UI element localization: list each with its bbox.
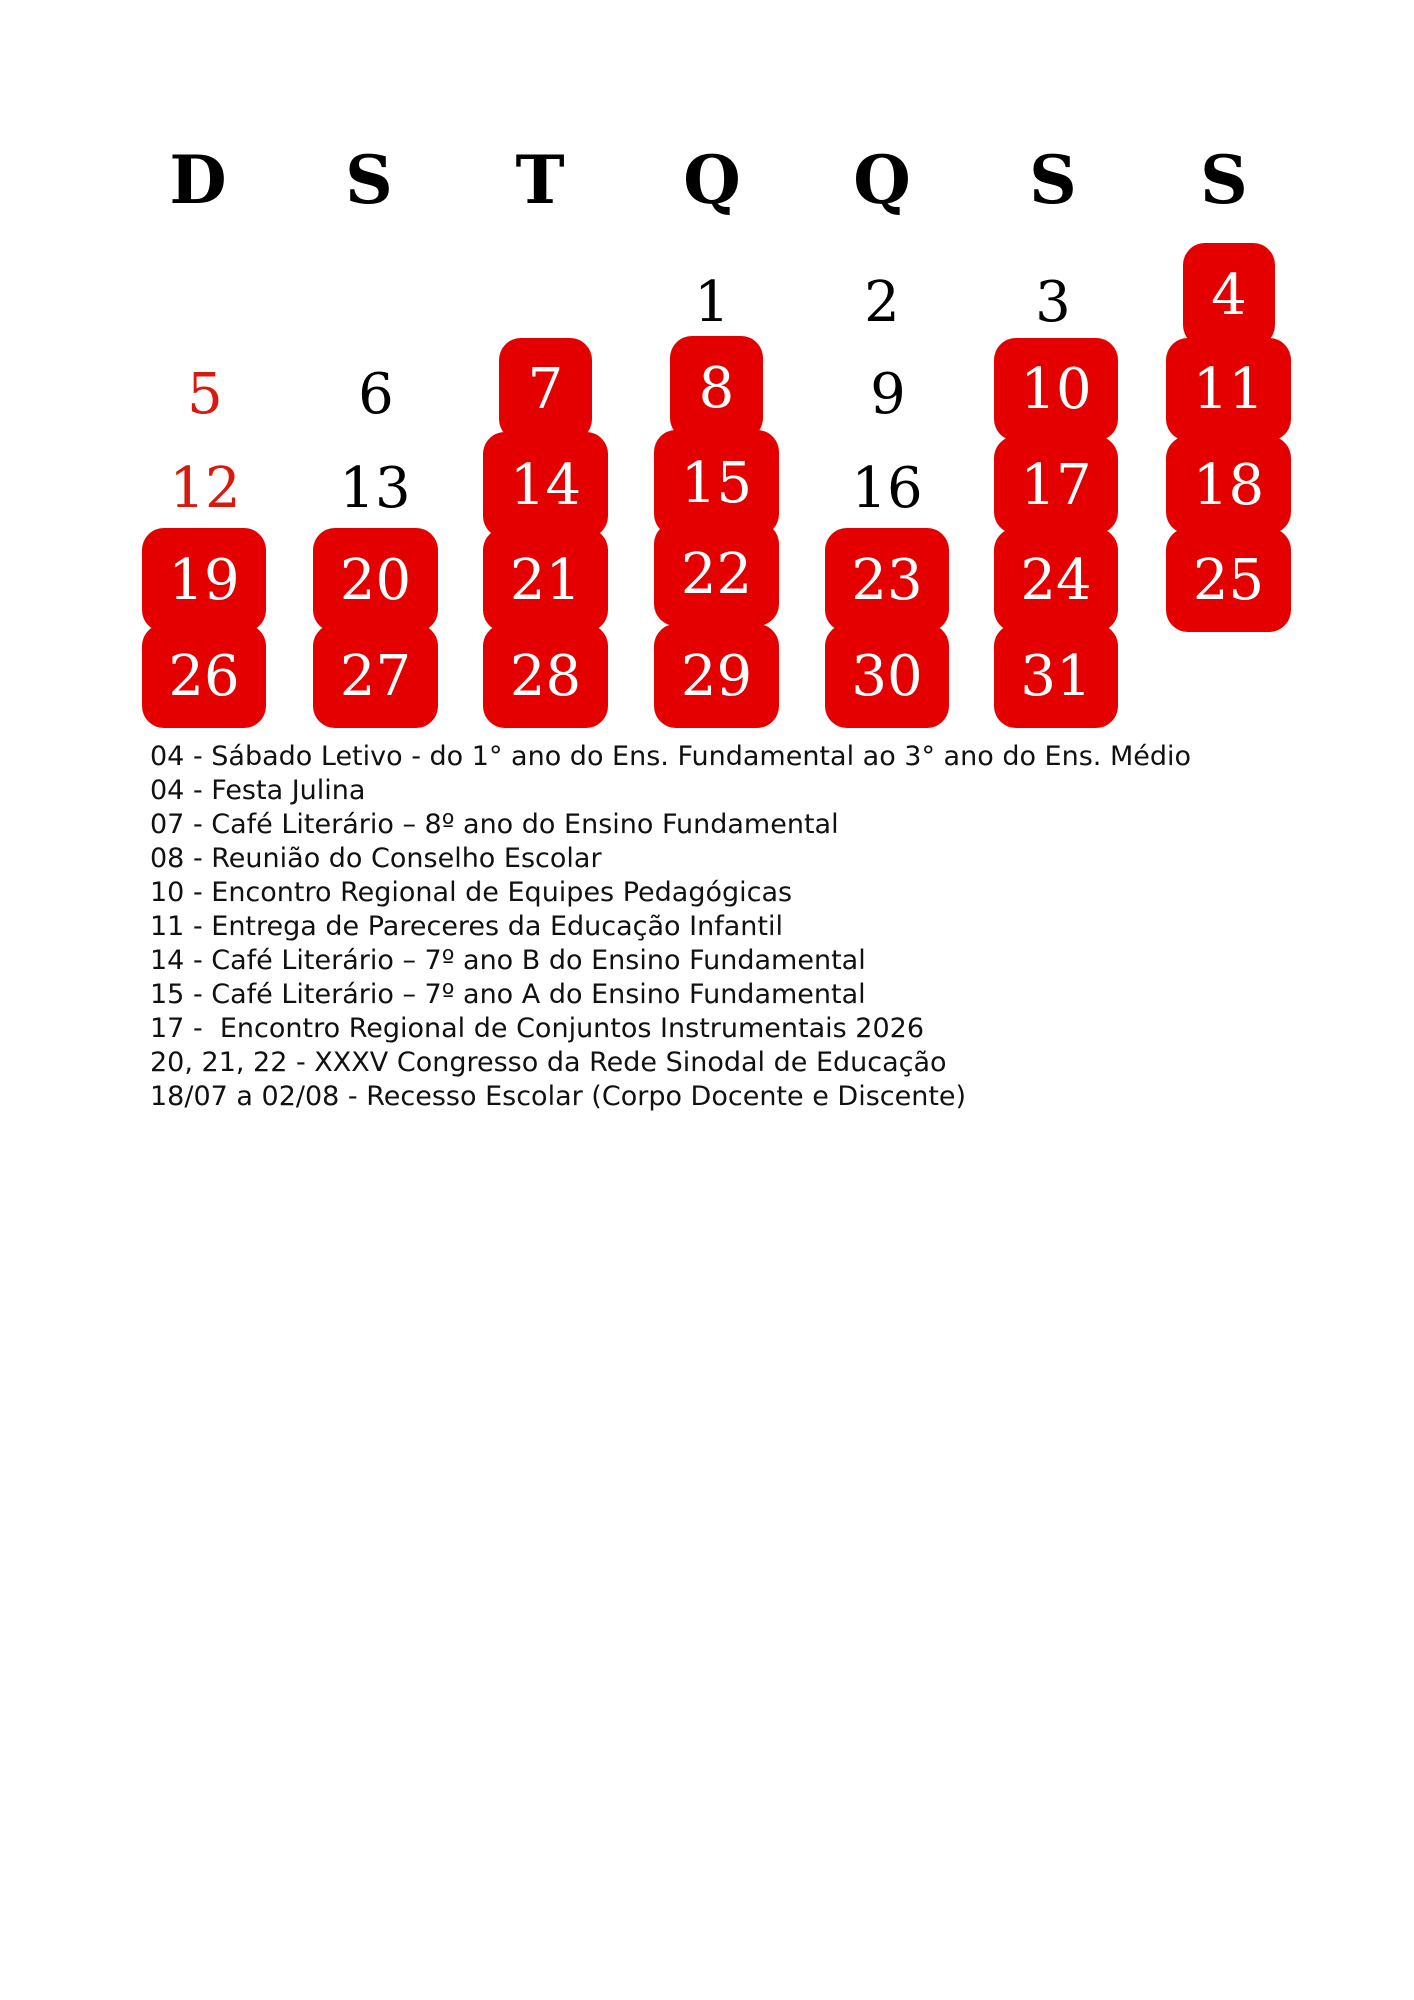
weekday-sunday: D <box>169 141 227 219</box>
weekday-friday: S <box>1029 141 1077 219</box>
event-item: 20, 21, 22 - XXXV Congresso da Rede Sinodal de Educação <box>150 1047 947 1078</box>
day-31: 31 <box>994 624 1118 728</box>
day-13: 13 <box>339 455 411 521</box>
event-item: 11 - Entrega de Pareceres da Educação Infantil <box>150 911 783 942</box>
event-item: 04 - Festa Julina <box>150 775 366 806</box>
day-16: 16 <box>851 455 923 521</box>
day-18: 18 <box>1166 436 1291 534</box>
day-28: 28 <box>483 624 608 728</box>
day-11: 11 <box>1166 338 1291 441</box>
day-19: 19 <box>142 528 266 632</box>
weekday-thursday: Q <box>853 141 911 219</box>
day-24: 24 <box>994 528 1118 632</box>
event-item: 18/07 a 02/08 - Recesso Escolar (Corpo Docente e Discente) <box>150 1081 967 1112</box>
day-22: 22 <box>654 522 779 626</box>
day-1: 1 <box>694 269 730 335</box>
day-7: 7 <box>499 338 592 441</box>
event-item: 10 - Encontro Regional de Equipes Pedagógicas <box>150 877 793 908</box>
weekday-tuesday: T <box>515 141 565 219</box>
calendar-grid <box>0 0 1414 760</box>
weekday-wednesday: Q <box>683 141 741 219</box>
day-20: 20 <box>313 528 438 632</box>
day-29: 29 <box>654 624 779 728</box>
event-item: 04 - Sábado Letivo - do 1° ano do Ens. Fundamental ao 3° ano do Ens. Médio <box>150 741 1192 772</box>
weekday-saturday: S <box>1200 141 1248 219</box>
day-23: 23 <box>825 528 949 632</box>
day-14: 14 <box>483 432 608 538</box>
day-3: 3 <box>1035 269 1071 335</box>
day-4: 4 <box>1183 243 1275 347</box>
event-item: 08 - Reunião do Conselho Escolar <box>150 843 602 874</box>
day-26: 26 <box>142 624 266 728</box>
day-15: 15 <box>654 430 779 536</box>
day-21: 21 <box>483 528 608 632</box>
event-item: 15 - Café Literário – 7º ano A do Ensino Fundamental <box>150 979 866 1010</box>
day-12: 12 <box>169 455 241 521</box>
day-25: 25 <box>1166 528 1291 632</box>
day-9: 9 <box>870 361 906 427</box>
day-8: 8 <box>670 336 763 440</box>
day-10: 10 <box>994 338 1118 441</box>
day-17: 17 <box>994 436 1118 534</box>
weekday-monday: S <box>345 141 393 219</box>
event-item: 07 - Café Literário – 8º ano do Ensino Fundamental <box>150 809 839 840</box>
day-5: 5 <box>187 361 223 427</box>
day-2: 2 <box>864 269 900 335</box>
day-30: 30 <box>825 624 949 728</box>
day-27: 27 <box>313 624 438 728</box>
events-list <box>150 740 1300 1114</box>
day-6: 6 <box>358 361 394 427</box>
event-item: 14 - Café Literário – 7º ano B do Ensino Fundamental <box>150 945 866 976</box>
event-item: 17 - Encontro Regional de Conjuntos Instrumentais 2026 <box>150 1013 925 1044</box>
